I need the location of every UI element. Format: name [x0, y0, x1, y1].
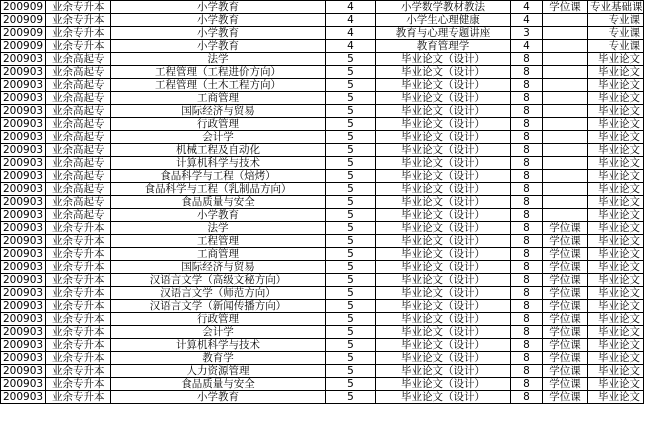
table-row: [1, 378, 644, 391]
batch-cell: 200903: [1, 287, 46, 300]
course-cell: 小学数学教材教法: [376, 1, 511, 14]
major-cell: 教育学: [111, 352, 326, 365]
hours-cell: 8: [511, 326, 543, 339]
credit-cell: 5: [326, 339, 376, 352]
course-cell: 毕业论文（设计）: [376, 261, 511, 274]
type-cell: 毕业论文: [588, 131, 644, 144]
major-cell: 食品科学与工程（乳制品方向）: [111, 183, 326, 196]
credit-cell: 4: [326, 1, 376, 14]
hours-cell: 8: [511, 300, 543, 313]
level-cell: 业余专升本: [46, 300, 111, 313]
level-cell: 业余专升本: [46, 391, 111, 404]
major-cell: 汉语言文学（师范方向）: [111, 287, 326, 300]
type-cell: 毕业论文: [588, 248, 644, 261]
major-cell: 机械工程及自动化: [111, 144, 326, 157]
table-row: [1, 144, 644, 157]
table-row: [1, 287, 644, 300]
credit-cell: 5: [326, 118, 376, 131]
course-cell: 毕业论文（设计）: [376, 287, 511, 300]
level-cell: 业余高起专: [46, 183, 111, 196]
course-cell: 毕业论文（设计）: [376, 352, 511, 365]
batch-cell: 200909: [1, 40, 46, 53]
hours-cell: 8: [511, 378, 543, 391]
hours-cell: 8: [511, 131, 543, 144]
hours-cell: 8: [511, 183, 543, 196]
major-cell: 国际经济与贸易: [111, 105, 326, 118]
degree-cell: 学位课: [543, 1, 588, 14]
batch-cell: 200903: [1, 92, 46, 105]
credit-cell: 5: [326, 391, 376, 404]
batch-cell: 200903: [1, 53, 46, 66]
hours-cell: 8: [511, 248, 543, 261]
table-body: [1, 1, 644, 404]
major-cell: 工商管理: [111, 248, 326, 261]
level-cell: 业余高起专: [46, 53, 111, 66]
level-cell: 业余高起专: [46, 105, 111, 118]
major-cell: 小学教育: [111, 209, 326, 222]
credit-cell: 5: [326, 261, 376, 274]
hours-cell: 8: [511, 209, 543, 222]
degree-cell: 学位课: [543, 300, 588, 313]
credit-cell: 5: [326, 105, 376, 118]
degree-cell: 学位课: [543, 391, 588, 404]
batch-cell: 200909: [1, 27, 46, 40]
course-cell: 毕业论文（设计）: [376, 66, 511, 79]
degree-cell: [543, 40, 588, 53]
type-cell: 毕业论文: [588, 92, 644, 105]
degree-cell: 学位课: [543, 378, 588, 391]
major-cell: 小学教育: [111, 27, 326, 40]
degree-cell: 学位课: [543, 274, 588, 287]
type-cell: 毕业论文: [588, 105, 644, 118]
major-cell: 小学教育: [111, 1, 326, 14]
level-cell: 业余专升本: [46, 261, 111, 274]
table-row: [1, 209, 644, 222]
major-cell: 食品科学与工程（焙烤）: [111, 170, 326, 183]
table-row: [1, 131, 644, 144]
type-cell: 毕业论文: [588, 53, 644, 66]
type-cell: 专业课: [588, 40, 644, 53]
course-cell: 毕业论文（设计）: [376, 118, 511, 131]
batch-cell: 200903: [1, 79, 46, 92]
credit-cell: 5: [326, 300, 376, 313]
table-row: [1, 53, 644, 66]
batch-cell: 200903: [1, 313, 46, 326]
credit-cell: 5: [326, 53, 376, 66]
course-cell: 毕业论文（设计）: [376, 183, 511, 196]
degree-cell: [543, 183, 588, 196]
batch-cell: 200903: [1, 235, 46, 248]
batch-cell: 200903: [1, 378, 46, 391]
hours-cell: 8: [511, 313, 543, 326]
degree-cell: [543, 118, 588, 131]
level-cell: 业余专升本: [46, 287, 111, 300]
course-cell: 毕业论文（设计）: [376, 209, 511, 222]
type-cell: 毕业论文: [588, 378, 644, 391]
level-cell: 业余专升本: [46, 352, 111, 365]
hours-cell: 4: [511, 1, 543, 14]
major-cell: 计算机科学与技术: [111, 339, 326, 352]
major-cell: 汉语言文学（高级文秘方向）: [111, 274, 326, 287]
hours-cell: 8: [511, 79, 543, 92]
course-cell: 毕业论文（设计）: [376, 235, 511, 248]
degree-cell: 学位课: [543, 248, 588, 261]
table-row: [1, 92, 644, 105]
level-cell: 业余专升本: [46, 1, 111, 14]
level-cell: 业余高起专: [46, 92, 111, 105]
course-cell: 毕业论文（设计）: [376, 339, 511, 352]
table-row: [1, 313, 644, 326]
type-cell: 毕业论文: [588, 300, 644, 313]
table-row: [1, 27, 644, 40]
batch-cell: 200903: [1, 248, 46, 261]
degree-cell: [543, 27, 588, 40]
table-row: [1, 274, 644, 287]
level-cell: 业余高起专: [46, 196, 111, 209]
batch-cell: 200903: [1, 339, 46, 352]
table-row: [1, 300, 644, 313]
course-cell: 毕业论文（设计）: [376, 144, 511, 157]
hours-cell: 8: [511, 222, 543, 235]
degree-cell: 学位课: [543, 287, 588, 300]
type-cell: 毕业论文: [588, 313, 644, 326]
table-row: [1, 66, 644, 79]
type-cell: 专业课: [588, 27, 644, 40]
hours-cell: 8: [511, 66, 543, 79]
batch-cell: 200903: [1, 352, 46, 365]
course-cell: 毕业论文（设计）: [376, 105, 511, 118]
hours-cell: 8: [511, 365, 543, 378]
batch-cell: 200903: [1, 196, 46, 209]
batch-cell: 200903: [1, 274, 46, 287]
type-cell: 毕业论文: [588, 339, 644, 352]
batch-cell: 200903: [1, 105, 46, 118]
table-row: [1, 118, 644, 131]
credit-cell: 5: [326, 183, 376, 196]
credit-cell: 5: [326, 222, 376, 235]
table-row: [1, 105, 644, 118]
course-cell: 毕业论文（设计）: [376, 53, 511, 66]
batch-cell: 200903: [1, 365, 46, 378]
type-cell: 毕业论文: [588, 222, 644, 235]
course-cell: 毕业论文（设计）: [376, 157, 511, 170]
table-row: [1, 157, 644, 170]
credit-cell: 5: [326, 79, 376, 92]
credit-cell: 5: [326, 92, 376, 105]
hours-cell: 8: [511, 261, 543, 274]
type-cell: 毕业论文: [588, 157, 644, 170]
degree-cell: 学位课: [543, 235, 588, 248]
major-cell: 工程管理（土木工程方向）: [111, 79, 326, 92]
major-cell: 行政管理: [111, 313, 326, 326]
batch-cell: 200903: [1, 391, 46, 404]
major-cell: 小学教育: [111, 14, 326, 27]
hours-cell: 8: [511, 144, 543, 157]
degree-cell: [543, 144, 588, 157]
table-row: [1, 79, 644, 92]
course-cell: 教育与心理专题讲座: [376, 27, 511, 40]
hours-cell: 8: [511, 235, 543, 248]
type-cell: 毕业论文: [588, 235, 644, 248]
major-cell: 会计学: [111, 326, 326, 339]
hours-cell: 8: [511, 339, 543, 352]
level-cell: 业余高起专: [46, 144, 111, 157]
major-cell: 国际经济与贸易: [111, 261, 326, 274]
credit-cell: 5: [326, 209, 376, 222]
table-row: [1, 339, 644, 352]
course-cell: 毕业论文（设计）: [376, 131, 511, 144]
type-cell: 毕业论文: [588, 209, 644, 222]
major-cell: 工商管理: [111, 92, 326, 105]
hours-cell: 4: [511, 40, 543, 53]
credit-cell: 5: [326, 287, 376, 300]
degree-cell: 学位课: [543, 261, 588, 274]
level-cell: 业余高起专: [46, 131, 111, 144]
hours-cell: 8: [511, 105, 543, 118]
table-row: [1, 170, 644, 183]
level-cell: 业余专升本: [46, 365, 111, 378]
credit-cell: 5: [326, 378, 376, 391]
major-cell: 行政管理: [111, 118, 326, 131]
course-cell: 毕业论文（设计）: [376, 300, 511, 313]
degree-cell: [543, 53, 588, 66]
major-cell: 会计学: [111, 131, 326, 144]
course-cell: 毕业论文（设计）: [376, 79, 511, 92]
course-cell: 毕业论文（设计）: [376, 222, 511, 235]
level-cell: 业余专升本: [46, 40, 111, 53]
credit-cell: 5: [326, 157, 376, 170]
batch-cell: 200903: [1, 183, 46, 196]
batch-cell: 200903: [1, 261, 46, 274]
degree-cell: 学位课: [543, 326, 588, 339]
course-cell: 毕业论文（设计）: [376, 391, 511, 404]
type-cell: 毕业论文: [588, 391, 644, 404]
batch-cell: 200903: [1, 66, 46, 79]
course-cell: 毕业论文（设计）: [376, 365, 511, 378]
type-cell: 毕业论文: [588, 261, 644, 274]
hours-cell: 8: [511, 157, 543, 170]
level-cell: 业余专升本: [46, 274, 111, 287]
hours-cell: 4: [511, 14, 543, 27]
degree-cell: [543, 66, 588, 79]
level-cell: 业余高起专: [46, 118, 111, 131]
table-row: [1, 365, 644, 378]
batch-cell: 200903: [1, 209, 46, 222]
level-cell: 业余专升本: [46, 378, 111, 391]
degree-cell: 学位课: [543, 352, 588, 365]
level-cell: 业余高起专: [46, 66, 111, 79]
degree-cell: [543, 196, 588, 209]
major-cell: 工程管理: [111, 235, 326, 248]
credit-cell: 5: [326, 144, 376, 157]
course-cell: 毕业论文（设计）: [376, 326, 511, 339]
type-cell: 毕业论文: [588, 365, 644, 378]
batch-cell: 200903: [1, 157, 46, 170]
batch-cell: 200903: [1, 300, 46, 313]
course-cell: 毕业论文（设计）: [376, 378, 511, 391]
level-cell: 业余专升本: [46, 313, 111, 326]
table-row: [1, 40, 644, 53]
major-cell: 人力资源管理: [111, 365, 326, 378]
degree-cell: [543, 105, 588, 118]
table-row: [1, 391, 644, 404]
type-cell: 毕业论文: [588, 352, 644, 365]
level-cell: 业余专升本: [46, 248, 111, 261]
table-row: [1, 196, 644, 209]
batch-cell: 200903: [1, 131, 46, 144]
table-row: [1, 183, 644, 196]
type-cell: 毕业论文: [588, 274, 644, 287]
hours-cell: 8: [511, 352, 543, 365]
credit-cell: 5: [326, 274, 376, 287]
course-cell: 毕业论文（设计）: [376, 274, 511, 287]
type-cell: 专业课: [588, 14, 644, 27]
hours-cell: 8: [511, 118, 543, 131]
credit-cell: 5: [326, 326, 376, 339]
credit-cell: 5: [326, 131, 376, 144]
table-row: [1, 14, 644, 27]
hours-cell: 8: [511, 170, 543, 183]
degree-cell: [543, 157, 588, 170]
credit-cell: 5: [326, 66, 376, 79]
credit-cell: 5: [326, 313, 376, 326]
degree-cell: 学位课: [543, 222, 588, 235]
level-cell: 业余专升本: [46, 14, 111, 27]
course-cell: 毕业论文（设计）: [376, 92, 511, 105]
batch-cell: 200909: [1, 14, 46, 27]
hours-cell: 3: [511, 27, 543, 40]
degree-cell: [543, 170, 588, 183]
course-cell: 毕业论文（设计）: [376, 248, 511, 261]
hours-cell: 8: [511, 391, 543, 404]
type-cell: 专业基础课: [588, 1, 644, 14]
degree-cell: [543, 209, 588, 222]
batch-cell: 200903: [1, 144, 46, 157]
degree-cell: 学位课: [543, 339, 588, 352]
major-cell: 小学教育: [111, 40, 326, 53]
credit-cell: 4: [326, 27, 376, 40]
table-row: [1, 235, 644, 248]
table-row: [1, 352, 644, 365]
major-cell: 汉语言文学（新闻传播方向）: [111, 300, 326, 313]
type-cell: 毕业论文: [588, 170, 644, 183]
batch-cell: 200903: [1, 170, 46, 183]
batch-cell: 200909: [1, 1, 46, 14]
hours-cell: 8: [511, 287, 543, 300]
credit-cell: 4: [326, 14, 376, 27]
credit-cell: 5: [326, 235, 376, 248]
hours-cell: 8: [511, 196, 543, 209]
type-cell: 毕业论文: [588, 118, 644, 131]
credit-cell: 5: [326, 170, 376, 183]
level-cell: 业余高起专: [46, 157, 111, 170]
major-cell: 工程管理（工程进价方向）: [111, 66, 326, 79]
type-cell: 毕业论文: [588, 144, 644, 157]
batch-cell: 200903: [1, 118, 46, 131]
level-cell: 业余专升本: [46, 222, 111, 235]
degree-cell: [543, 14, 588, 27]
level-cell: 业余高起专: [46, 79, 111, 92]
hours-cell: 8: [511, 274, 543, 287]
hours-cell: 8: [511, 53, 543, 66]
degree-cell: [543, 79, 588, 92]
type-cell: 毕业论文: [588, 196, 644, 209]
batch-cell: 200903: [1, 326, 46, 339]
degree-cell: [543, 131, 588, 144]
degree-cell: 学位课: [543, 365, 588, 378]
type-cell: 毕业论文: [588, 66, 644, 79]
level-cell: 业余专升本: [46, 235, 111, 248]
major-cell: 法学: [111, 53, 326, 66]
major-cell: 食品质量与安全: [111, 378, 326, 391]
level-cell: 业余专升本: [46, 339, 111, 352]
credit-cell: 5: [326, 365, 376, 378]
credit-cell: 5: [326, 248, 376, 261]
level-cell: 业余高起专: [46, 209, 111, 222]
major-cell: 食品质量与安全: [111, 196, 326, 209]
table-row: [1, 248, 644, 261]
type-cell: 毕业论文: [588, 287, 644, 300]
level-cell: 业余高起专: [46, 170, 111, 183]
major-cell: 小学教育: [111, 391, 326, 404]
table-row: [1, 1, 644, 14]
batch-cell: 200903: [1, 222, 46, 235]
table-row: [1, 326, 644, 339]
course-cell: 毕业论文（设计）: [376, 196, 511, 209]
major-cell: 计算机科学与技术: [111, 157, 326, 170]
degree-cell: [543, 92, 588, 105]
course-cell: 毕业论文（设计）: [376, 313, 511, 326]
hours-cell: 8: [511, 92, 543, 105]
table-row: [1, 222, 644, 235]
type-cell: 毕业论文: [588, 183, 644, 196]
major-cell: 法学: [111, 222, 326, 235]
level-cell: 业余专升本: [46, 27, 111, 40]
course-cell: 教育管理学: [376, 40, 511, 53]
table-row: [1, 261, 644, 274]
credit-cell: 5: [326, 352, 376, 365]
course-cell: 小学生心理健康: [376, 14, 511, 27]
type-cell: 毕业论文: [588, 79, 644, 92]
type-cell: 毕业论文: [588, 326, 644, 339]
credit-cell: 4: [326, 40, 376, 53]
level-cell: 业余专升本: [46, 326, 111, 339]
credit-cell: 5: [326, 196, 376, 209]
degree-cell: 学位课: [543, 313, 588, 326]
course-cell: 毕业论文（设计）: [376, 170, 511, 183]
